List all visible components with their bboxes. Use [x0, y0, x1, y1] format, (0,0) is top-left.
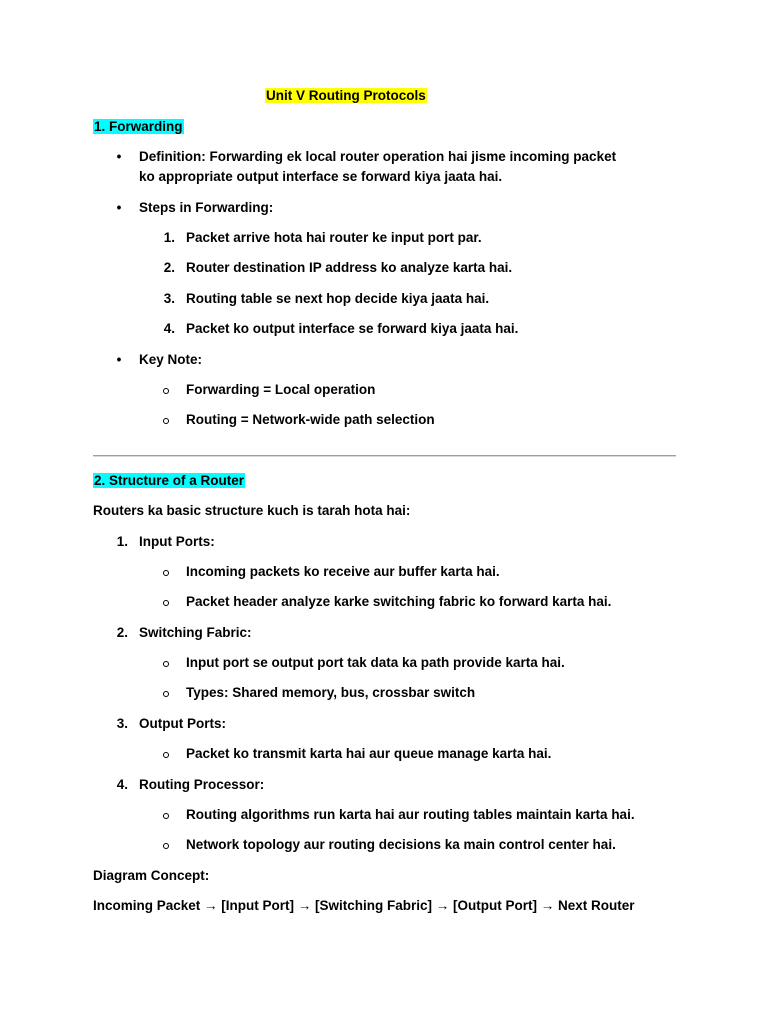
section-heading-text: 1. Forwarding [94, 119, 183, 134]
circle-bullet-icon [163, 691, 169, 697]
bullet-dot: • [116, 200, 122, 215]
step-text: Routing table se next hop decide kiya jaata hai. [186, 291, 490, 306]
part-number: 2. [116, 625, 128, 640]
circle-bullet-icon [163, 752, 169, 758]
circle-bullet-icon [163, 661, 169, 667]
key-note-item: Forwarding = Local operation [186, 382, 376, 397]
step-text: Packet ko output interface se forward kiya jaata hai. [186, 321, 519, 336]
step-number: 2. [163, 260, 175, 275]
circle-bullet-icon [163, 600, 169, 606]
part-item: Routing algorithms run karta hai aur routing tables maintain karta hai. [186, 807, 635, 822]
step-number: 1. [163, 230, 175, 245]
part-item: Packet ko transmit karta hai aur queue manage karta hai. [186, 746, 552, 761]
circle-bullet-icon [163, 570, 169, 576]
step-number: 4. [163, 321, 175, 336]
bullet-dot: • [116, 352, 122, 367]
part-label: Input Ports: [139, 534, 215, 549]
step-text: Router destination IP address ko analyze karta hai. [186, 260, 513, 275]
key-note-item: Routing = Network-wide path selection [186, 412, 435, 427]
part-item: Input port se output port tak data ka path provide karta hai. [186, 655, 565, 670]
diagram-label: Diagram Concept: [93, 868, 210, 883]
section-heading-text: 2. Structure of a Router [94, 473, 245, 488]
diagram-flow: Incoming Packet → [Input Port] → [Switching Fabric] → [Output Port] → Next Router [93, 898, 635, 913]
circle-bullet-icon [163, 388, 169, 394]
section-intro: Routers ka basic structure kuch is tarah hota hai: [93, 503, 411, 518]
horizontal-divider [93, 455, 676, 457]
part-item: Incoming packets ko receive aur buffer karta hai. [186, 564, 500, 579]
section-heading-forwarding [93, 117, 184, 137]
circle-bullet-icon [163, 813, 169, 819]
part-label: Routing Processor: [139, 777, 265, 792]
page-title [265, 86, 427, 106]
page-title-text: Unit V Routing Protocols [266, 88, 426, 103]
circle-bullet-icon [163, 843, 169, 849]
step-text: Packet arrive hota hai router ke input port par. [186, 230, 482, 245]
circle-bullet-icon [163, 418, 169, 424]
part-number: 1. [116, 534, 128, 549]
part-item: Types: Shared memory, bus, crossbar switch [186, 685, 476, 700]
part-number: 3. [116, 716, 128, 731]
bullet-dot: • [116, 149, 122, 164]
part-item: Network topology aur routing decisions ka main control center hai. [186, 837, 616, 852]
part-label: Output Ports: [139, 716, 226, 731]
part-number: 4. [116, 777, 128, 792]
step-number: 3. [163, 291, 175, 306]
steps-label: Steps in Forwarding: [139, 200, 274, 215]
part-item: Packet header analyze karke switching fabric ko forward karta hai. [186, 594, 612, 609]
section-heading-structure [93, 471, 245, 491]
key-note-label: Key Note: [139, 352, 203, 367]
definition-line-1: Definition: Forwarding ek local router operation hai jisme incoming packet [139, 149, 617, 164]
part-label: Switching Fabric: [139, 625, 252, 640]
definition-line-2: ko appropriate output interface se forward kiya jaata hai. [139, 169, 503, 184]
